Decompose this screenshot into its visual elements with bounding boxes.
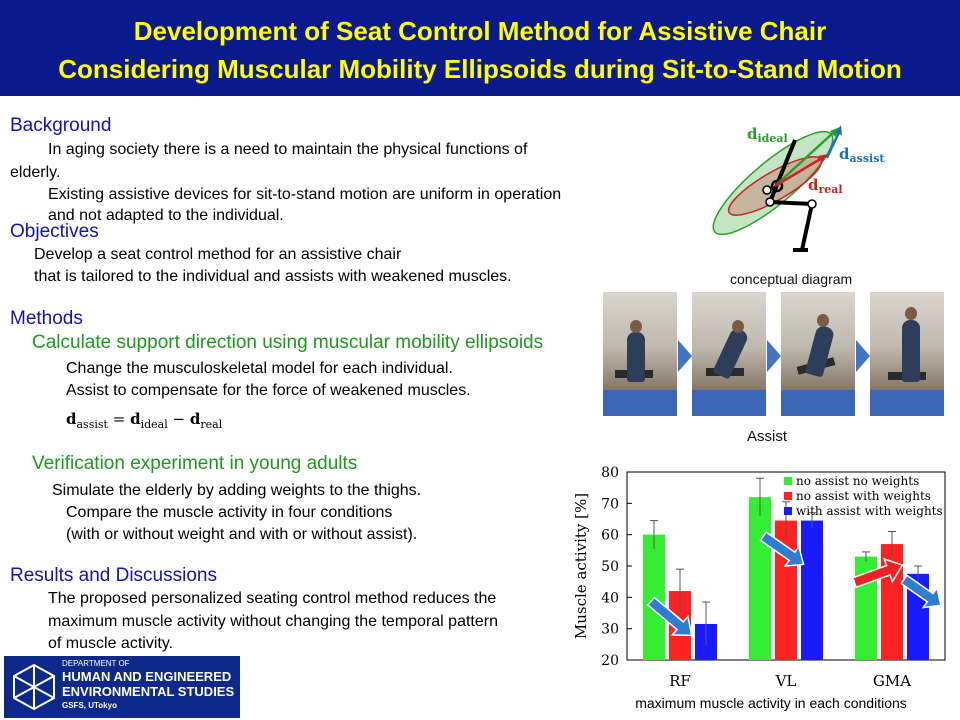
shank-segment xyxy=(802,204,812,250)
logo-text-4: GSFS, UTokyo xyxy=(62,701,117,710)
d-real-label: $d_{real}$ xyxy=(808,176,843,196)
sequence-arrow-3 xyxy=(856,340,870,372)
sequence-arrow-2 xyxy=(767,340,781,372)
legend-label-3: with assist with weights xyxy=(796,504,943,518)
y-tick-label: 20 xyxy=(601,653,619,669)
conceptual-diagram-caption: conceptual diagram xyxy=(730,271,853,287)
photo-frame-4 xyxy=(870,292,944,416)
y-axis-label: Muscle activity [%] xyxy=(572,492,590,640)
x-category-label: RF xyxy=(669,672,691,690)
y-tick-label: 80 xyxy=(601,465,619,481)
methods-sub2-line-1: Simulate the elderly by adding weights to the thighs. xyxy=(52,482,422,499)
sequence-arrow-1 xyxy=(678,340,692,372)
d-assist-label: $d_{assist}$ xyxy=(839,145,885,165)
logo-text-1: DEPARTMENT OF xyxy=(62,659,130,668)
background-line-3: Existing assistive devices for sit-to-stand motion are uniform in operation xyxy=(48,186,562,203)
background-heading: Background xyxy=(10,115,112,136)
bar-vl-series-1 xyxy=(749,497,771,660)
x-axis-label: maximum muscle activity in each conditions xyxy=(635,695,907,711)
legend-swatch-2 xyxy=(784,492,792,500)
title-banner xyxy=(0,0,960,96)
eq-lhs-sub: assist xyxy=(76,418,108,431)
results-heading: Results and Discussions xyxy=(10,565,217,586)
y-tick-label: 60 xyxy=(601,527,619,544)
y-tick-label: 70 xyxy=(601,496,619,513)
department-logo-icon xyxy=(10,662,58,712)
photo-frame-2 xyxy=(692,292,766,416)
results-line-2: maximum muscle activity without changing the temporal pattern xyxy=(48,613,498,630)
methods-sub1-heading: Calculate support direction using muscular mobility ellipsoids xyxy=(32,332,544,353)
eq-term1: d xyxy=(130,410,141,428)
methods-sub2-heading: Verification experiment in young adults xyxy=(32,453,358,474)
y-tick-label: 40 xyxy=(601,590,619,607)
methods-sub2-line-3: (with or without weight and with or without assist). xyxy=(66,526,418,543)
photo-frame-3 xyxy=(781,292,855,416)
thigh-segment xyxy=(770,202,812,204)
d-ideal-label: $d_{ideal}$ xyxy=(747,125,788,145)
logo-text-2: HUMAN AND ENGINEERED xyxy=(62,669,232,684)
legend-swatch-3 xyxy=(784,507,792,515)
eq-term1-sub: ideal xyxy=(140,418,168,431)
objectives-line-1: Develop a seat control method for an assistive chair xyxy=(34,246,402,263)
methods-heading: Methods xyxy=(10,308,83,329)
bar-vl-series-3 xyxy=(801,521,823,660)
eq-equals: = xyxy=(112,410,126,428)
hip-joint xyxy=(766,198,774,206)
photo-sequence-caption: Assist xyxy=(747,428,788,445)
eq-term2-sub: real xyxy=(200,418,223,431)
methods-sub1-line-1: Change the musculoskeletal model for each individual. xyxy=(66,360,453,377)
muscle-activity-chart xyxy=(570,458,955,714)
methods-sub2-line-2: Compare the muscle activity in four conditions xyxy=(66,504,393,521)
legend-label-1: no assist no weights xyxy=(796,474,920,488)
conceptual-diagram xyxy=(700,108,910,268)
eq-lhs: d xyxy=(66,410,77,428)
background-line-2: elderly. xyxy=(10,164,61,181)
poster-title-line2: Considering Muscular Mobility Ellipsoids during Sit-to-Stand Motion xyxy=(58,54,902,84)
objectives-line-2: that is tailored to the individual and assists with weakened muscles. xyxy=(34,268,512,285)
x-category-label: VL xyxy=(775,672,797,690)
photo-frame-1 xyxy=(603,292,677,416)
assist-equation xyxy=(66,410,222,431)
legend-label-2: no assist with weights xyxy=(796,489,931,503)
y-tick-label: 30 xyxy=(601,621,619,638)
eq-minus: − xyxy=(172,410,186,428)
background-line-1: In aging society there is a need to maintain the physical functions of xyxy=(48,141,528,158)
results-line-3: of muscle activity. xyxy=(48,635,174,652)
poster-title-line1: Development of Seat Control Method for Assistive Chair xyxy=(133,16,827,46)
legend-swatch-1 xyxy=(784,477,792,485)
knee-joint xyxy=(808,200,816,208)
seat-joint xyxy=(763,186,771,194)
background-line-4: and not adapted to the individual. xyxy=(48,207,284,224)
objectives-heading: Objectives xyxy=(10,221,99,242)
eq-term2: d xyxy=(189,410,201,428)
logo-text-3: ENVIRONMENTAL STUDIES xyxy=(62,684,235,699)
y-tick-label: 50 xyxy=(601,559,619,575)
x-category-label: GMA xyxy=(872,672,912,690)
results-line-1: The proposed personalized seating control method reduces the xyxy=(48,590,497,607)
methods-sub1-line-2: Assist to compensate for the force of weakened muscles. xyxy=(66,382,471,399)
department-logo xyxy=(4,656,240,718)
